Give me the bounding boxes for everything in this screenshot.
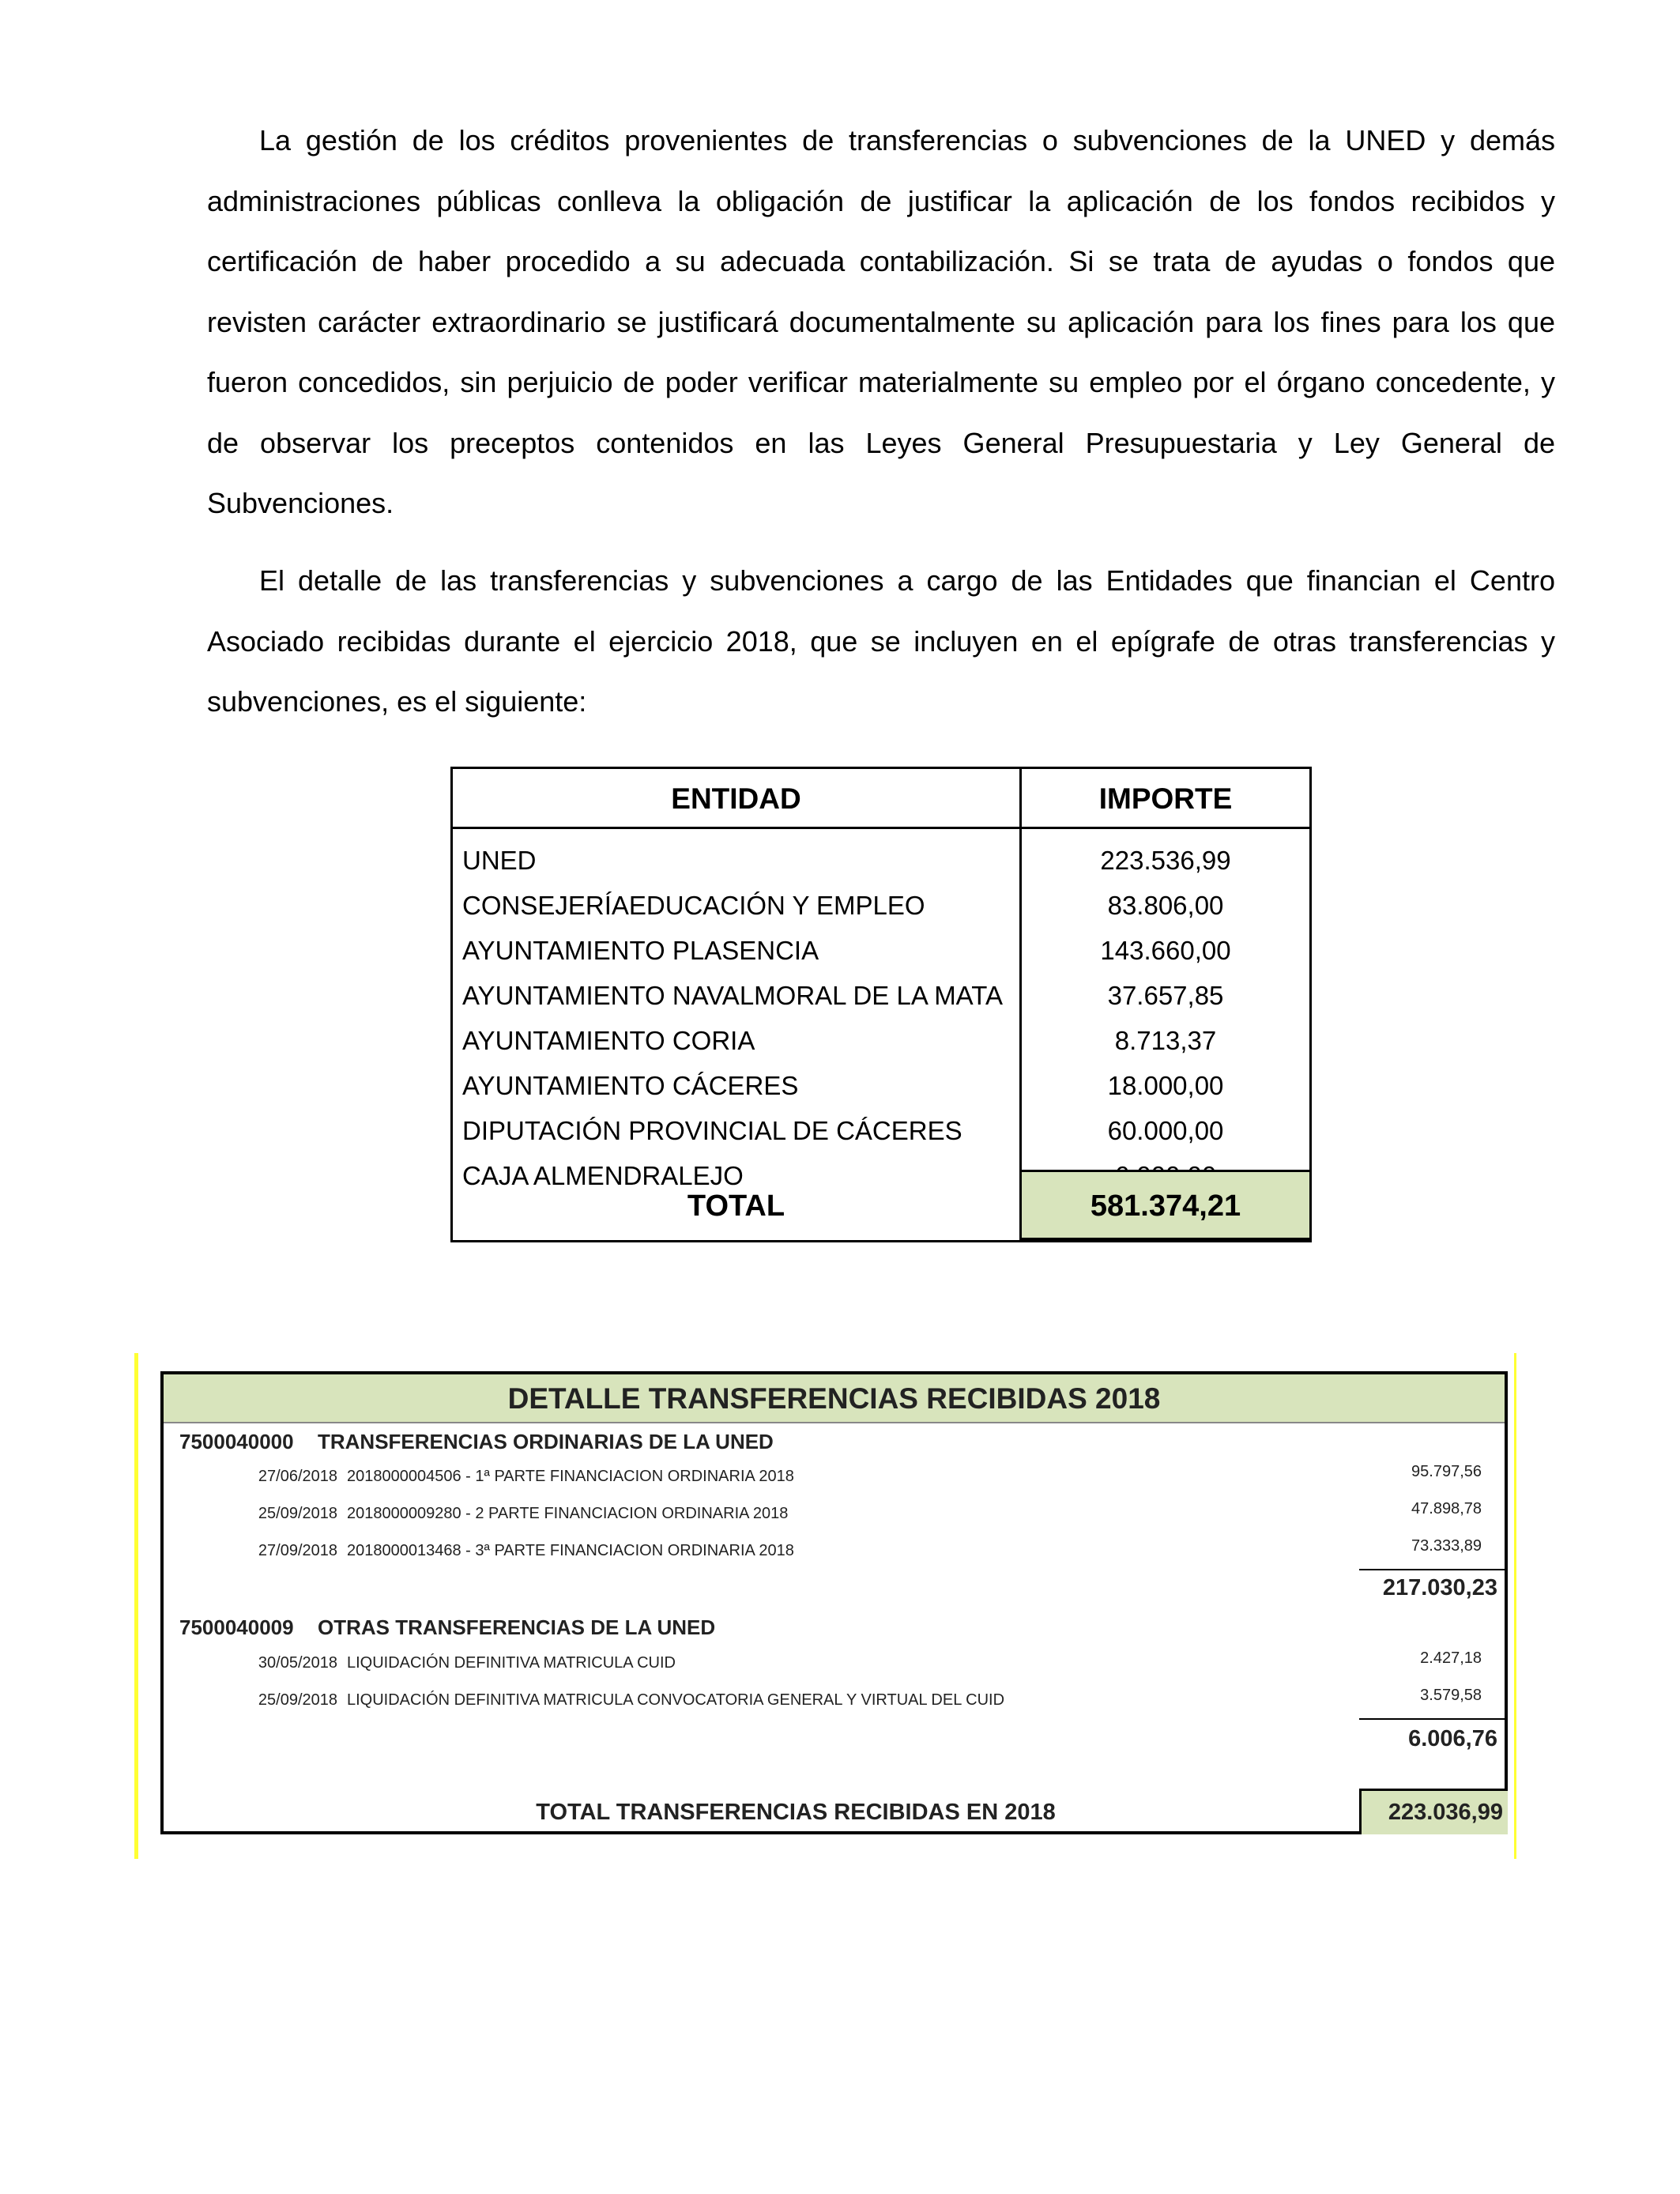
entry-date: 30/05/2018 bbox=[258, 1654, 337, 1672]
grand-total-label: TOTAL TRANSFERENCIAS RECIBIDAS EN 2018 bbox=[536, 1800, 1056, 1825]
table-row bbox=[453, 838, 1309, 883]
section-heading bbox=[179, 1615, 715, 1640]
entity-cell: AYUNTAMIENTO PLASENCIA bbox=[462, 936, 819, 965]
account-code: 7500040009 bbox=[179, 1615, 294, 1639]
entity-cell: CAJA ALMENDRALEJO bbox=[462, 1161, 744, 1190]
entry-amount: 3.579,58 bbox=[1420, 1687, 1482, 1704]
amount-cell: 223.536,99 bbox=[1100, 846, 1231, 875]
list-item bbox=[164, 1460, 1505, 1491]
table-row bbox=[453, 928, 1309, 973]
amount-cell: 143.660,00 bbox=[1100, 936, 1231, 965]
total-label: TOTAL bbox=[687, 1189, 785, 1223]
section-subtotal: 217.030,23 bbox=[1382, 1575, 1497, 1600]
entry-description: LIQUIDACIÓN DEFINITIVA MATRICULA CUID bbox=[347, 1654, 676, 1672]
amount-cell: 60.000,00 bbox=[1107, 1116, 1224, 1145]
left-highlight-marker bbox=[134, 1353, 138, 1859]
detail-title: DETALLE TRANSFERENCIAS RECIBIDAS 2018 bbox=[164, 1374, 1505, 1423]
table-row bbox=[453, 1018, 1309, 1063]
table-row bbox=[453, 1108, 1309, 1153]
grand-total-value: 223.036,99 bbox=[1359, 1789, 1508, 1834]
list-item bbox=[164, 1534, 1505, 1566]
entity-cell: DIPUTACIÓN PROVINCIAL DE CÁCERES bbox=[462, 1116, 962, 1145]
amount-column-header: IMPORTE bbox=[1098, 782, 1233, 815]
entity-cell: AYUNTAMIENTO NAVALMORAL DE LA MATA bbox=[462, 981, 1003, 1010]
table-row bbox=[453, 973, 1309, 1018]
section-subtotal: 6.006,76 bbox=[1408, 1726, 1497, 1751]
entry-amount: 73.333,89 bbox=[1411, 1537, 1482, 1555]
total-value: 581.374,21 bbox=[1019, 1170, 1312, 1240]
entry-date: 27/06/2018 bbox=[258, 1468, 337, 1485]
list-item bbox=[164, 1683, 1505, 1715]
summary-table-body bbox=[453, 838, 1309, 1198]
entity-cell: AYUNTAMIENTO CÁCERES bbox=[462, 1071, 799, 1100]
subtotal-rule bbox=[1359, 1569, 1508, 1570]
entry-description: 2018000004506 - 1ª PARTE FINANCIACION ORDINARIA 2018 bbox=[347, 1468, 794, 1485]
amount-cell: 18.000,00 bbox=[1107, 1071, 1224, 1100]
amount-cell: 83.806,00 bbox=[1107, 891, 1224, 920]
right-highlight-marker bbox=[1514, 1353, 1516, 1859]
table-row bbox=[453, 1063, 1309, 1108]
entry-amount: 2.427,18 bbox=[1420, 1649, 1482, 1667]
entity-column-header: ENTIDAD bbox=[453, 769, 1022, 827]
subtotal-rule bbox=[1359, 1718, 1508, 1720]
section-heading bbox=[179, 1430, 774, 1454]
entry-description: LIQUIDACIÓN DEFINITIVA MATRICULA CONVOCATORIA GENERAL Y VIRTUAL DEL CUID bbox=[347, 1691, 1005, 1709]
entry-date: 25/09/2018 bbox=[258, 1505, 337, 1522]
summary-table bbox=[450, 767, 1312, 1242]
amount-cell: 8.713,37 bbox=[1114, 1026, 1217, 1055]
list-item bbox=[164, 1497, 1505, 1529]
transfers-detail-image bbox=[160, 1371, 1508, 1834]
account-code: 7500040000 bbox=[179, 1430, 294, 1453]
entry-date: 27/09/2018 bbox=[258, 1542, 337, 1559]
entity-cell: CONSEJERÍAEDUCACIÓN Y EMPLEO bbox=[462, 891, 925, 920]
summary-table-header bbox=[453, 769, 1309, 829]
entry-amount: 95.797,56 bbox=[1411, 1463, 1482, 1480]
amount-cell: 37.657,85 bbox=[1107, 981, 1224, 1010]
section-name: OTRAS TRANSFERENCIAS DE LA UNED bbox=[318, 1615, 716, 1639]
intro-paragraph: La gestión de los créditos provenientes de transferencias o subvenciones de la UNED y demás administraciones públicas conlleva la obligación de justificar la aplicación de los fondos recibidos y certificación de haber procedido a su adecuada contabilización. Si se trata de ayudas o fondos que revisten carácter extraordinario se justificará documentalmente su aplicación para los fines para los que fueron concedidos, sin perjuicio de poder verificar materialmente su empleo por el órgano concedente, y de observar los preceptos contenidos en las Leyes General Presupuestaria y Ley General de Subvenciones. bbox=[207, 124, 1555, 519]
list-item bbox=[164, 1646, 1505, 1678]
table-row bbox=[453, 883, 1309, 928]
entity-cell: AYUNTAMIENTO CORIA bbox=[462, 1026, 755, 1055]
detail-intro-paragraph: El detalle de las transferencias y subvenciones a cargo de las Entidades que financian el Centro Asociado recibidas durante el ejercicio 2018, que se incluyen en el epígrafe de otras transferencias y subvenciones, es el siguiente: bbox=[207, 564, 1555, 718]
entry-amount: 47.898,78 bbox=[1411, 1500, 1482, 1517]
entry-description: 2018000013468 - 3ª PARTE FINANCIACION ORDINARIA 2018 bbox=[347, 1542, 794, 1559]
entry-date: 25/09/2018 bbox=[258, 1691, 337, 1709]
entry-description: 2018000009280 - 2 PARTE FINANCIACION ORDINARIA 2018 bbox=[347, 1505, 789, 1522]
section-name: TRANSFERENCIAS ORDINARIAS DE LA UNED bbox=[318, 1430, 774, 1453]
entity-cell: UNED bbox=[462, 846, 537, 875]
total-row bbox=[453, 1172, 1309, 1240]
